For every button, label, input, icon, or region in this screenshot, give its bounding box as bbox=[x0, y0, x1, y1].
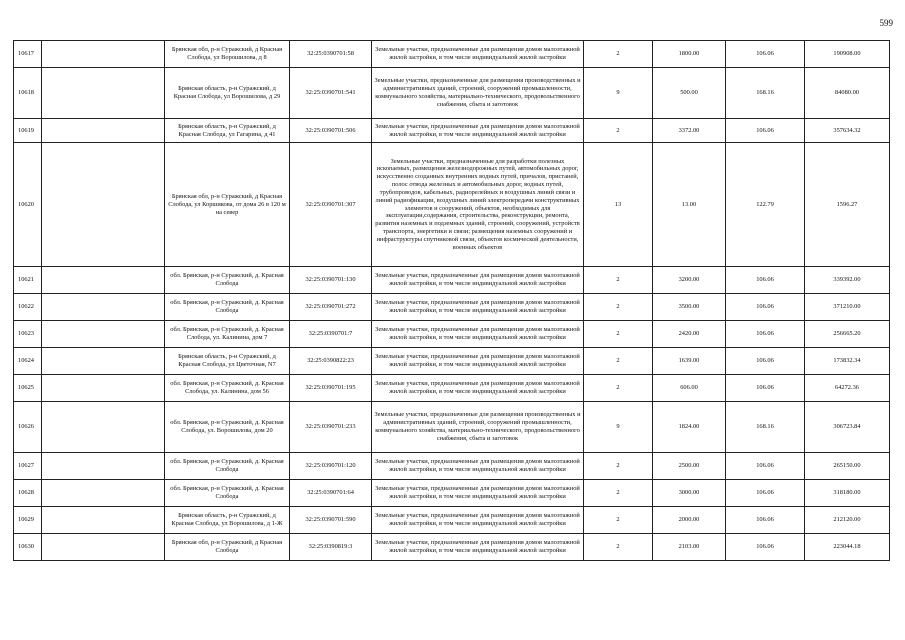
group-cell: 2 bbox=[584, 267, 653, 294]
blank-cell bbox=[42, 143, 165, 267]
cadastral-value-cell: 339392.00 bbox=[805, 267, 890, 294]
specific-value-cell: 106.06 bbox=[726, 480, 805, 507]
group-cell: 9 bbox=[584, 402, 653, 453]
cadastral-number-cell: 32:25:0390701:541 bbox=[290, 68, 372, 119]
row-id: 10624 bbox=[14, 348, 42, 375]
specific-value-cell: 106.06 bbox=[726, 534, 805, 561]
cadastral-value-cell: 223044.18 bbox=[805, 534, 890, 561]
area-cell: 2420.00 bbox=[653, 321, 726, 348]
group-cell: 2 bbox=[584, 119, 653, 143]
table-row bbox=[14, 480, 890, 507]
row-id: 10617 bbox=[14, 41, 42, 68]
land-use-cell: Земельные участки, предназначенные для размещения домов малоэтажной жилой застройки, в том числе индивидуальной жилой застройки bbox=[372, 534, 584, 561]
address-cell: Брянская обл, р-н Суражский, д Красная Слобода bbox=[165, 534, 290, 561]
row-id: 10620 bbox=[14, 143, 42, 267]
land-use-cell: Земельные участки, предназначенные для размещения домов малоэтажной жилой застройки, в том числе индивидуальной жилой застройки bbox=[372, 41, 584, 68]
group-cell: 2 bbox=[584, 348, 653, 375]
blank-cell bbox=[42, 507, 165, 534]
address-cell: Брянская область, р-н Суражский, д Красная Слобода, ул Гагарина, д 41 bbox=[165, 119, 290, 143]
blank-cell bbox=[42, 41, 165, 68]
table-row bbox=[14, 267, 890, 294]
address-cell: обл. Брянская, р-н Суражский, д. Красная Слобода, ул. Калинина, дом 56 bbox=[165, 375, 290, 402]
table-row bbox=[14, 41, 890, 68]
area-cell: 606.00 bbox=[653, 375, 726, 402]
area-cell: 3000.00 bbox=[653, 480, 726, 507]
table-body bbox=[14, 41, 890, 561]
row-id: 10626 bbox=[14, 402, 42, 453]
land-use-cell: Земельные участки, предназначенные для размещения производственных и административных зданий, строений, сооружений промышленности, коммунального хозяйства, материально-технического, продовольственного снабжения, сбыта и заготовок bbox=[372, 402, 584, 453]
group-cell: 13 bbox=[584, 143, 653, 267]
blank-cell bbox=[42, 453, 165, 480]
table-row bbox=[14, 119, 890, 143]
cadastral-value-cell: 306723.84 bbox=[805, 402, 890, 453]
group-cell: 2 bbox=[584, 375, 653, 402]
land-use-cell: Земельные участки, предназначенные для размещения домов малоэтажной жилой застройки, в том числе индивидуальной жилой застройки bbox=[372, 119, 584, 143]
group-cell: 2 bbox=[584, 41, 653, 68]
area-cell: 3500.00 bbox=[653, 294, 726, 321]
cadastral-value-cell: 265150.00 bbox=[805, 453, 890, 480]
cadastral-value-cell: 64272.36 bbox=[805, 375, 890, 402]
area-cell: 1639.00 bbox=[653, 348, 726, 375]
blank-cell bbox=[42, 402, 165, 453]
address-cell: Брянская область, р-н Суражский, д Красная Слобода, ул Цветочная, N7 bbox=[165, 348, 290, 375]
row-id: 10625 bbox=[14, 375, 42, 402]
table-row bbox=[14, 507, 890, 534]
cadastral-number-cell: 32:25:0390701:58 bbox=[290, 41, 372, 68]
table-row bbox=[14, 68, 890, 119]
cadastral-number-cell: 32:25:0390701:272 bbox=[290, 294, 372, 321]
row-id: 10621 bbox=[14, 267, 42, 294]
blank-cell bbox=[42, 294, 165, 321]
cadastral-number-cell: 32:25:0390819:3 bbox=[290, 534, 372, 561]
row-id: 10629 bbox=[14, 507, 42, 534]
area-cell: 1800.00 bbox=[653, 41, 726, 68]
group-cell: 2 bbox=[584, 321, 653, 348]
land-use-cell: Земельные участки, предназначенные для размещения домов малоэтажной жилой застройки, в том числе индивидуальной жилой застройки bbox=[372, 348, 584, 375]
table-row bbox=[14, 453, 890, 480]
address-cell: обл. Брянская, р-н Суражский, д. Красная Слобода bbox=[165, 267, 290, 294]
blank-cell bbox=[42, 321, 165, 348]
group-cell: 2 bbox=[584, 294, 653, 321]
land-use-cell: Земельные участки, предназначенные для размещения производственных и административных зданий, строений, сооружений промышленности, коммунального хозяйства, материально-технического, продовольственного снабжения, сбыта и заготовок bbox=[372, 68, 584, 119]
land-use-cell: Земельные участки, предназначенные для размещения домов малоэтажной жилой застройки, в том числе индивидуальной жилой застройки bbox=[372, 321, 584, 348]
area-cell: 2500.00 bbox=[653, 453, 726, 480]
address-cell: обл. Брянская, р-н Суражский, д. Красная Слобода bbox=[165, 294, 290, 321]
blank-cell bbox=[42, 68, 165, 119]
blank-cell bbox=[42, 267, 165, 294]
row-id: 10628 bbox=[14, 480, 42, 507]
cadastral-number-cell: 32:25:0390701:130 bbox=[290, 267, 372, 294]
specific-value-cell: 106.06 bbox=[726, 119, 805, 143]
cadastral-number-cell: 32:25:0390701:506 bbox=[290, 119, 372, 143]
area-cell: 3200.00 bbox=[653, 267, 726, 294]
cadastral-value-cell: 1596.27 bbox=[805, 143, 890, 267]
specific-value-cell: 168.16 bbox=[726, 402, 805, 453]
cadastral-number-cell: 32:25:0390701:233 bbox=[290, 402, 372, 453]
table-row bbox=[14, 321, 890, 348]
address-cell: обл. Брянская, р-н Суражский, д. Красная Слобода, ул. Калинина, дом 7 bbox=[165, 321, 290, 348]
address-cell: Брянская область, р-н Суражский, д Красная Слобода, ул Ворошилова, д 29 bbox=[165, 68, 290, 119]
cadastral-number-cell: 32:25:0390701:64 bbox=[290, 480, 372, 507]
land-use-cell: Земельные участки, предназначенные для размещения домов малоэтажной жилой застройки, в том числе индивидуальной жилой застройки bbox=[372, 507, 584, 534]
blank-cell bbox=[42, 119, 165, 143]
area-cell: 2103.00 bbox=[653, 534, 726, 561]
cadastral-value-cell: 212120.00 bbox=[805, 507, 890, 534]
table-row bbox=[14, 534, 890, 561]
row-id: 10627 bbox=[14, 453, 42, 480]
cadastral-number-cell: 32:25:0390822:23 bbox=[290, 348, 372, 375]
land-use-cell: Земельные участки, предназначенные для размещения домов малоэтажной жилой застройки, в том числе индивидуальной жилой застройки bbox=[372, 267, 584, 294]
address-cell: Брянская обл, р-н Суражский, д Красная Слобода, ул Ворошилова, д 8 bbox=[165, 41, 290, 68]
land-use-cell: Земельные участки, предназначенные для размещения домов малоэтажной жилой застройки, в том числе индивидуальной жилой застройки bbox=[372, 294, 584, 321]
cadastral-value-cell: 357634.32 bbox=[805, 119, 890, 143]
specific-value-cell: 168.16 bbox=[726, 68, 805, 119]
land-use-cell: Земельные участки, предназначенные для размещения домов малоэтажной жилой застройки, в том числе индивидуальной жилой застройки bbox=[372, 453, 584, 480]
cadastral-value-cell: 190908.00 bbox=[805, 41, 890, 68]
row-id: 10618 bbox=[14, 68, 42, 119]
table-row bbox=[14, 375, 890, 402]
address-cell: Брянская область, р-н Суражский, д Красная Слобода, ул Ворошилова, д 1-Ж bbox=[165, 507, 290, 534]
cadastral-value-cell: 84080.00 bbox=[805, 68, 890, 119]
blank-cell bbox=[42, 480, 165, 507]
land-use-cell: Земельные участки, предназначенные для разработки полезных ископаемых, размещения железнодорожных путей, автомобильных дорог, искусственно созданных внутренних водных путей, причалов, пристаней, полос отвода железных и автомобильных дорог, водных путей, трубопроводов, кабельных, радиорелейных и воздушных линий связи и линий радиофикации, воздушных линий электропередачи конструктивных элементов и сооружений, объектов, необходимых для эксплуатации,содержания, строительства, реконструкции, ремонта, развития наземных и подземных зданий, строений, сооружений, устройств транспорта, энергетики и связи; размещения наземных сооружений и инфраструктуры спутниковой связи, объектов космической деятельности, военных объектов bbox=[372, 143, 584, 267]
row-id: 10622 bbox=[14, 294, 42, 321]
blank-cell bbox=[42, 534, 165, 561]
row-id: 10623 bbox=[14, 321, 42, 348]
specific-value-cell: 106.06 bbox=[726, 453, 805, 480]
row-id: 10619 bbox=[14, 119, 42, 143]
address-cell: Брянская обл, р-н Суражский, д Красная Слобода, ул Коршикова, от дома 26 в 120 м на север bbox=[165, 143, 290, 267]
cadastral-value-cell: 371210.00 bbox=[805, 294, 890, 321]
group-cell: 2 bbox=[584, 507, 653, 534]
table-row bbox=[14, 143, 890, 267]
specific-value-cell: 106.06 bbox=[726, 348, 805, 375]
land-use-cell: Земельные участки, предназначенные для размещения домов малоэтажной жилой застройки, в том числе индивидуальной жилой застройки bbox=[372, 480, 584, 507]
specific-value-cell: 106.06 bbox=[726, 294, 805, 321]
specific-value-cell: 106.06 bbox=[726, 267, 805, 294]
area-cell: 2000.00 bbox=[653, 507, 726, 534]
area-cell: 3372.00 bbox=[653, 119, 726, 143]
address-cell: обл. Брянская, р-н Суражский, д. Красная Слобода bbox=[165, 480, 290, 507]
cadastral-number-cell: 32:25:0390701:590 bbox=[290, 507, 372, 534]
cadastral-number-cell: 32:25:0390701:195 bbox=[290, 375, 372, 402]
group-cell: 9 bbox=[584, 68, 653, 119]
land-use-cell: Земельные участки, предназначенные для размещения домов малоэтажной жилой застройки, в том числе индивидуальной жилой застройки bbox=[372, 375, 584, 402]
specific-value-cell: 106.06 bbox=[726, 375, 805, 402]
cadastral-value-cell: 318180.00 bbox=[805, 480, 890, 507]
table-row bbox=[14, 294, 890, 321]
page-number: 599 bbox=[879, 18, 893, 28]
specific-value-cell: 106.06 bbox=[726, 41, 805, 68]
table-row bbox=[14, 348, 890, 375]
cadastral-value-table bbox=[13, 40, 890, 561]
area-cell: 13.00 bbox=[653, 143, 726, 267]
blank-cell bbox=[42, 348, 165, 375]
area-cell: 1824.00 bbox=[653, 402, 726, 453]
address-cell: обл. Брянская, р-н Суражский, д. Красная Слобода bbox=[165, 453, 290, 480]
cadastral-value-cell: 256665.20 bbox=[805, 321, 890, 348]
specific-value-cell: 122.79 bbox=[726, 143, 805, 267]
cadastral-number-cell: 32:25:0390701:7 bbox=[290, 321, 372, 348]
row-id: 10630 bbox=[14, 534, 42, 561]
group-cell: 2 bbox=[584, 534, 653, 561]
group-cell: 2 bbox=[584, 453, 653, 480]
group-cell: 2 bbox=[584, 480, 653, 507]
cadastral-number-cell: 32:25:0390701:120 bbox=[290, 453, 372, 480]
address-cell: обл. Брянская, р-н Суражский, д. Красная Слобода, ул. Ворошилова, дом 20 bbox=[165, 402, 290, 453]
cadastral-value-cell: 173832.34 bbox=[805, 348, 890, 375]
area-cell: 500.00 bbox=[653, 68, 726, 119]
specific-value-cell: 106.06 bbox=[726, 507, 805, 534]
blank-cell bbox=[42, 375, 165, 402]
specific-value-cell: 106.06 bbox=[726, 321, 805, 348]
table-row bbox=[14, 402, 890, 453]
cadastral-number-cell: 32:25:0390701:307 bbox=[290, 143, 372, 267]
